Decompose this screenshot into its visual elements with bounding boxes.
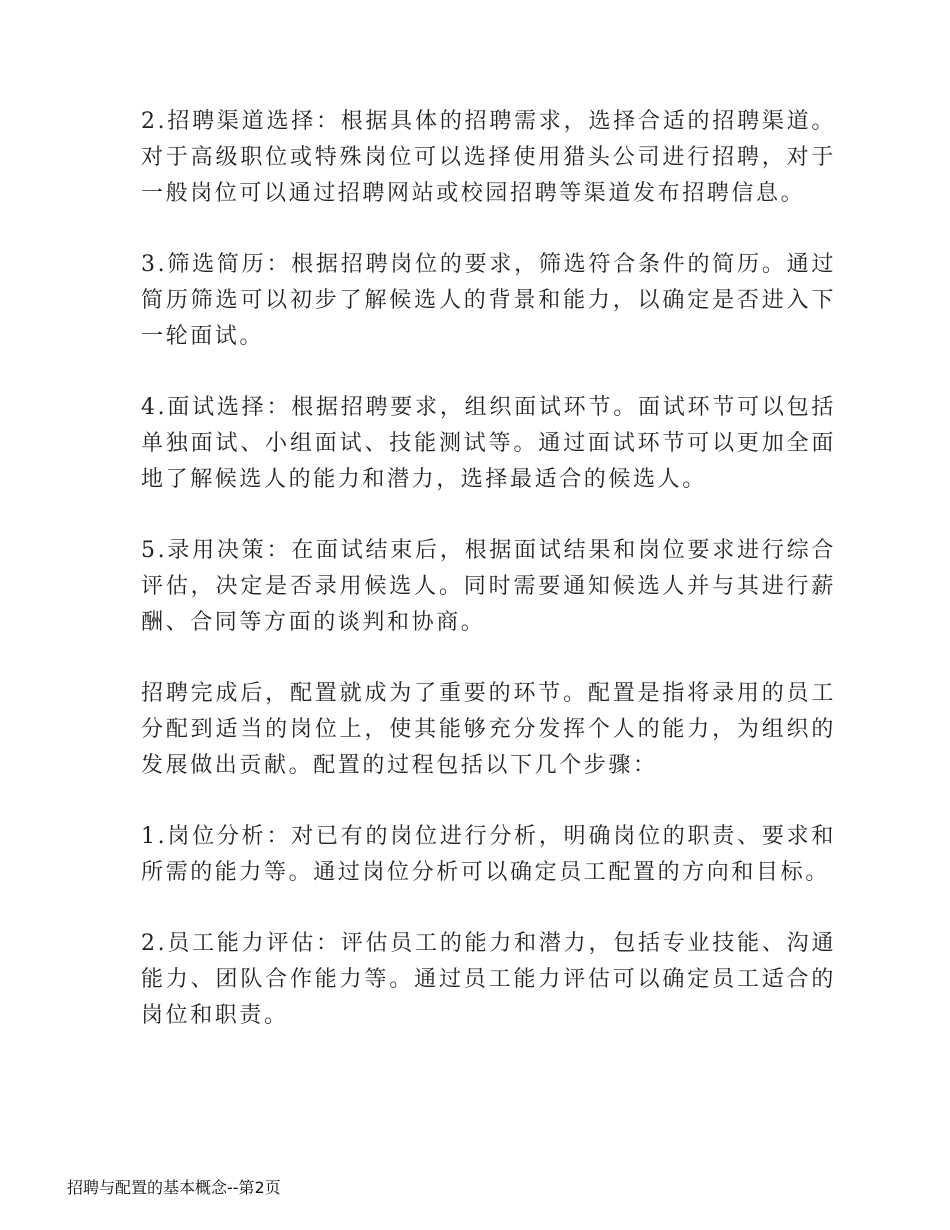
document-body xyxy=(141,104,836,1069)
paragraph-allocation-intro: 招聘完成后，配置就成为了重要的环节。配置是指将录用的员工分配到适当的岗位上，使其能够充分发挥个人的能力，为组织的发展做出贡献。配置的过程包括以下几个步骤： xyxy=(141,681,836,778)
paragraph-interview-selection: 4.面试选择：根据招聘要求，组织面试环节。面试环节可以包括单独面试、小组面试、技能测试等。通过面试环节可以更加全面地了解候选人的能力和潜力，选择最适合的候选人。 xyxy=(141,395,836,492)
paragraph-recruitment-channel: 2.招聘渠道选择：根据具体的招聘需求，选择合适的招聘渠道。对于高级职位或特殊岗位可以选择使用猎头公司进行招聘，对于一般岗位可以通过招聘网站或校园招聘等渠道发布招聘信息。 xyxy=(141,109,836,206)
paragraph-ability-assessment: 2.员工能力评估：评估员工的能力和潜力，包括专业技能、沟通能力、团队合作能力等。通过员工能力评估可以确定员工适合的岗位和职责。 xyxy=(141,931,836,1028)
paragraph-hiring-decision: 5.录用决策：在面试结束后，根据面试结果和岗位要求进行综合评估，决定是否录用候选人。同时需要通知候选人并与其进行薪酬、合同等方面的谈判和协商。 xyxy=(141,538,836,635)
page-footer: 招聘与配置的基本概念--第2页 xyxy=(67,1178,281,1197)
paragraph-resume-screening: 3.筛选简历：根据招聘岗位的要求，筛选符合条件的简历。通过简历筛选可以初步了解候选人的背景和能力，以确定是否进入下一轮面试。 xyxy=(141,252,836,349)
paragraph-job-analysis: 1.岗位分析：对已有的岗位进行分析，明确岗位的职责、要求和所需的能力等。通过岗位分析可以确定员工配置的方向和目标。 xyxy=(141,824,836,885)
